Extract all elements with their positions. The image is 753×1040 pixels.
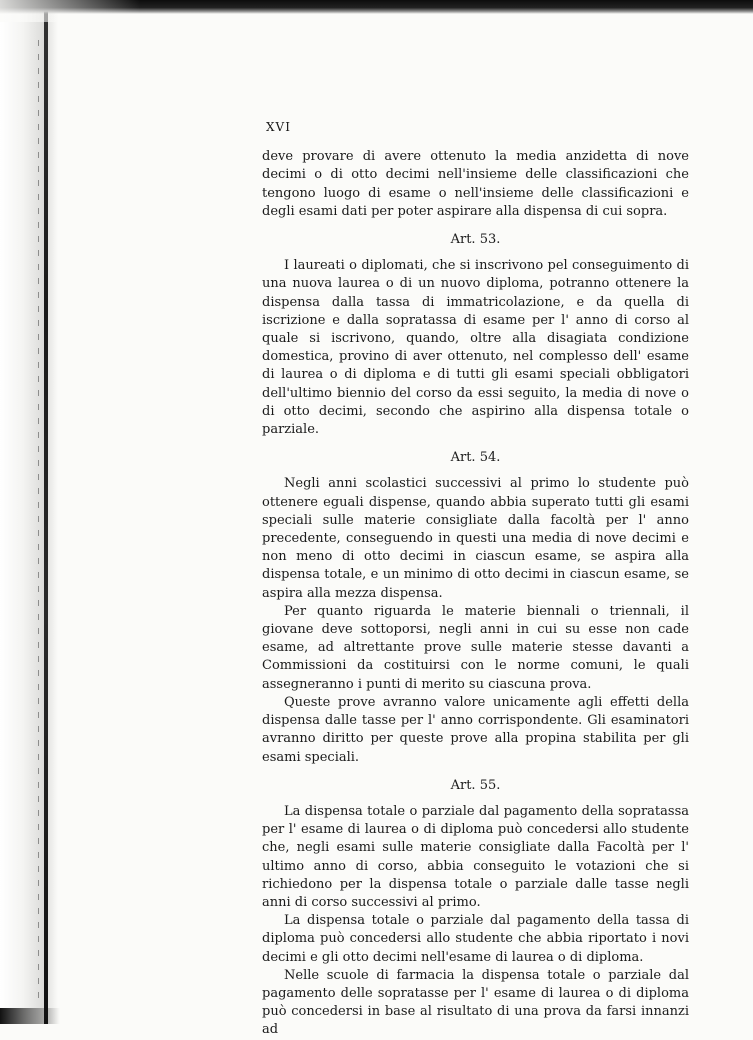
top-edge-fade	[0, 0, 140, 22]
article-heading: Art. 53.	[450, 232, 501, 248]
paragraph: deve provare di avere ottenuto la media anzidetta di nove decimi o di otto decimi nell'insieme delle classificazioni che tengono luogo di esame o nell'insieme delle classificazioni e degli esami dati per poter aspirare alla dispensa di cui sopra.	[262, 149, 689, 219]
paragraph: Nelle scuole di farmacia la dispensa totale o parziale dal pagamento delle sopratasse per l' esame di laurea o di diploma può concedersi in base al risultato di una prova da farsi innanzi ad	[262, 967, 689, 1038]
binding-stitch-marks	[38, 40, 39, 1000]
paragraph: Queste prove avranno valore unicamente agli effetti della dispensa dalle tasse per l' anno corrispondente. Gli esaminatori avranno diritto per queste prove alla propina stabilita per gli esami speciali.	[262, 694, 689, 765]
paragraph: La dispensa totale o parziale dal pagamento della tassa di diploma può concedersi allo studente che abbia riportato i novi decimi e gli otto decimi nell'esame di laurea o di diploma.	[262, 913, 689, 965]
paragraph: Negli anni scolastici successivi al primo lo studente può ottenere eguali dispense, quando abbia superato tutti gli esami speciali sulle materie consigliate dalla facoltà per l' anno precedente, conseguendo in questi una media di nove decimi e non meno di otto decimi in ciascun esame, se aspira alla dispensa totale, e un minimo di otto decimi in ciascun esame, se aspira alla mezza dispensa.	[262, 476, 689, 601]
paragraph: Per quanto riguarda le materie biennali o triennali, il giovane deve sottoporsi, negli anni in cui su esse non cade esame, ad altrettante prove sulle materie stesse davanti a Commissioni da costituirsi con le norme comuni, le quali assegneranno i punti di merito su ciascuna prova.	[262, 603, 689, 692]
book-gutter	[0, 0, 58, 1024]
page-number: XVI	[266, 120, 291, 134]
page-text-column	[262, 118, 689, 1040]
bottom-scan-edge	[0, 1008, 60, 1024]
paragraph: La dispensa totale o parziale dal pagamento della sopratassa per l' esame di laurea o di diploma può concedersi allo studente che, negli esami sulle materie consigliate dalla Facoltà per l' ultimo anno di corso, abbia conseguito le votazioni che si richiedono per la dispensa totale o parziale dalle tasse negli anni di corso successivi al primo.	[262, 803, 689, 910]
paragraph: I laureati o diplomati, che si inscrivono pel conseguimento di una nuova laurea o di un nuovo diploma, potranno ottenere la dispensa dalla tassa di immatricolazione, e da quella di iscrizione e dalla sopratassa di esame per l' anno di corso al quale si iscrivono, quando, oltre alla disagiata condizione domestica, provino di aver ottenuto, nel complesso dell' esame di laurea o di diploma e di tutti gli esami speciali obbligatori dell'ultimo biennio del corso da essi seguito, la media di nove o di otto decimi, secondo che aspirino alla dispensa totale o parziale.	[262, 258, 689, 438]
text-flow	[262, 148, 689, 1039]
book-spine-shadow	[44, 0, 48, 1024]
article-heading: Art. 54.	[450, 450, 501, 466]
article-heading: Art. 55.	[450, 777, 501, 793]
